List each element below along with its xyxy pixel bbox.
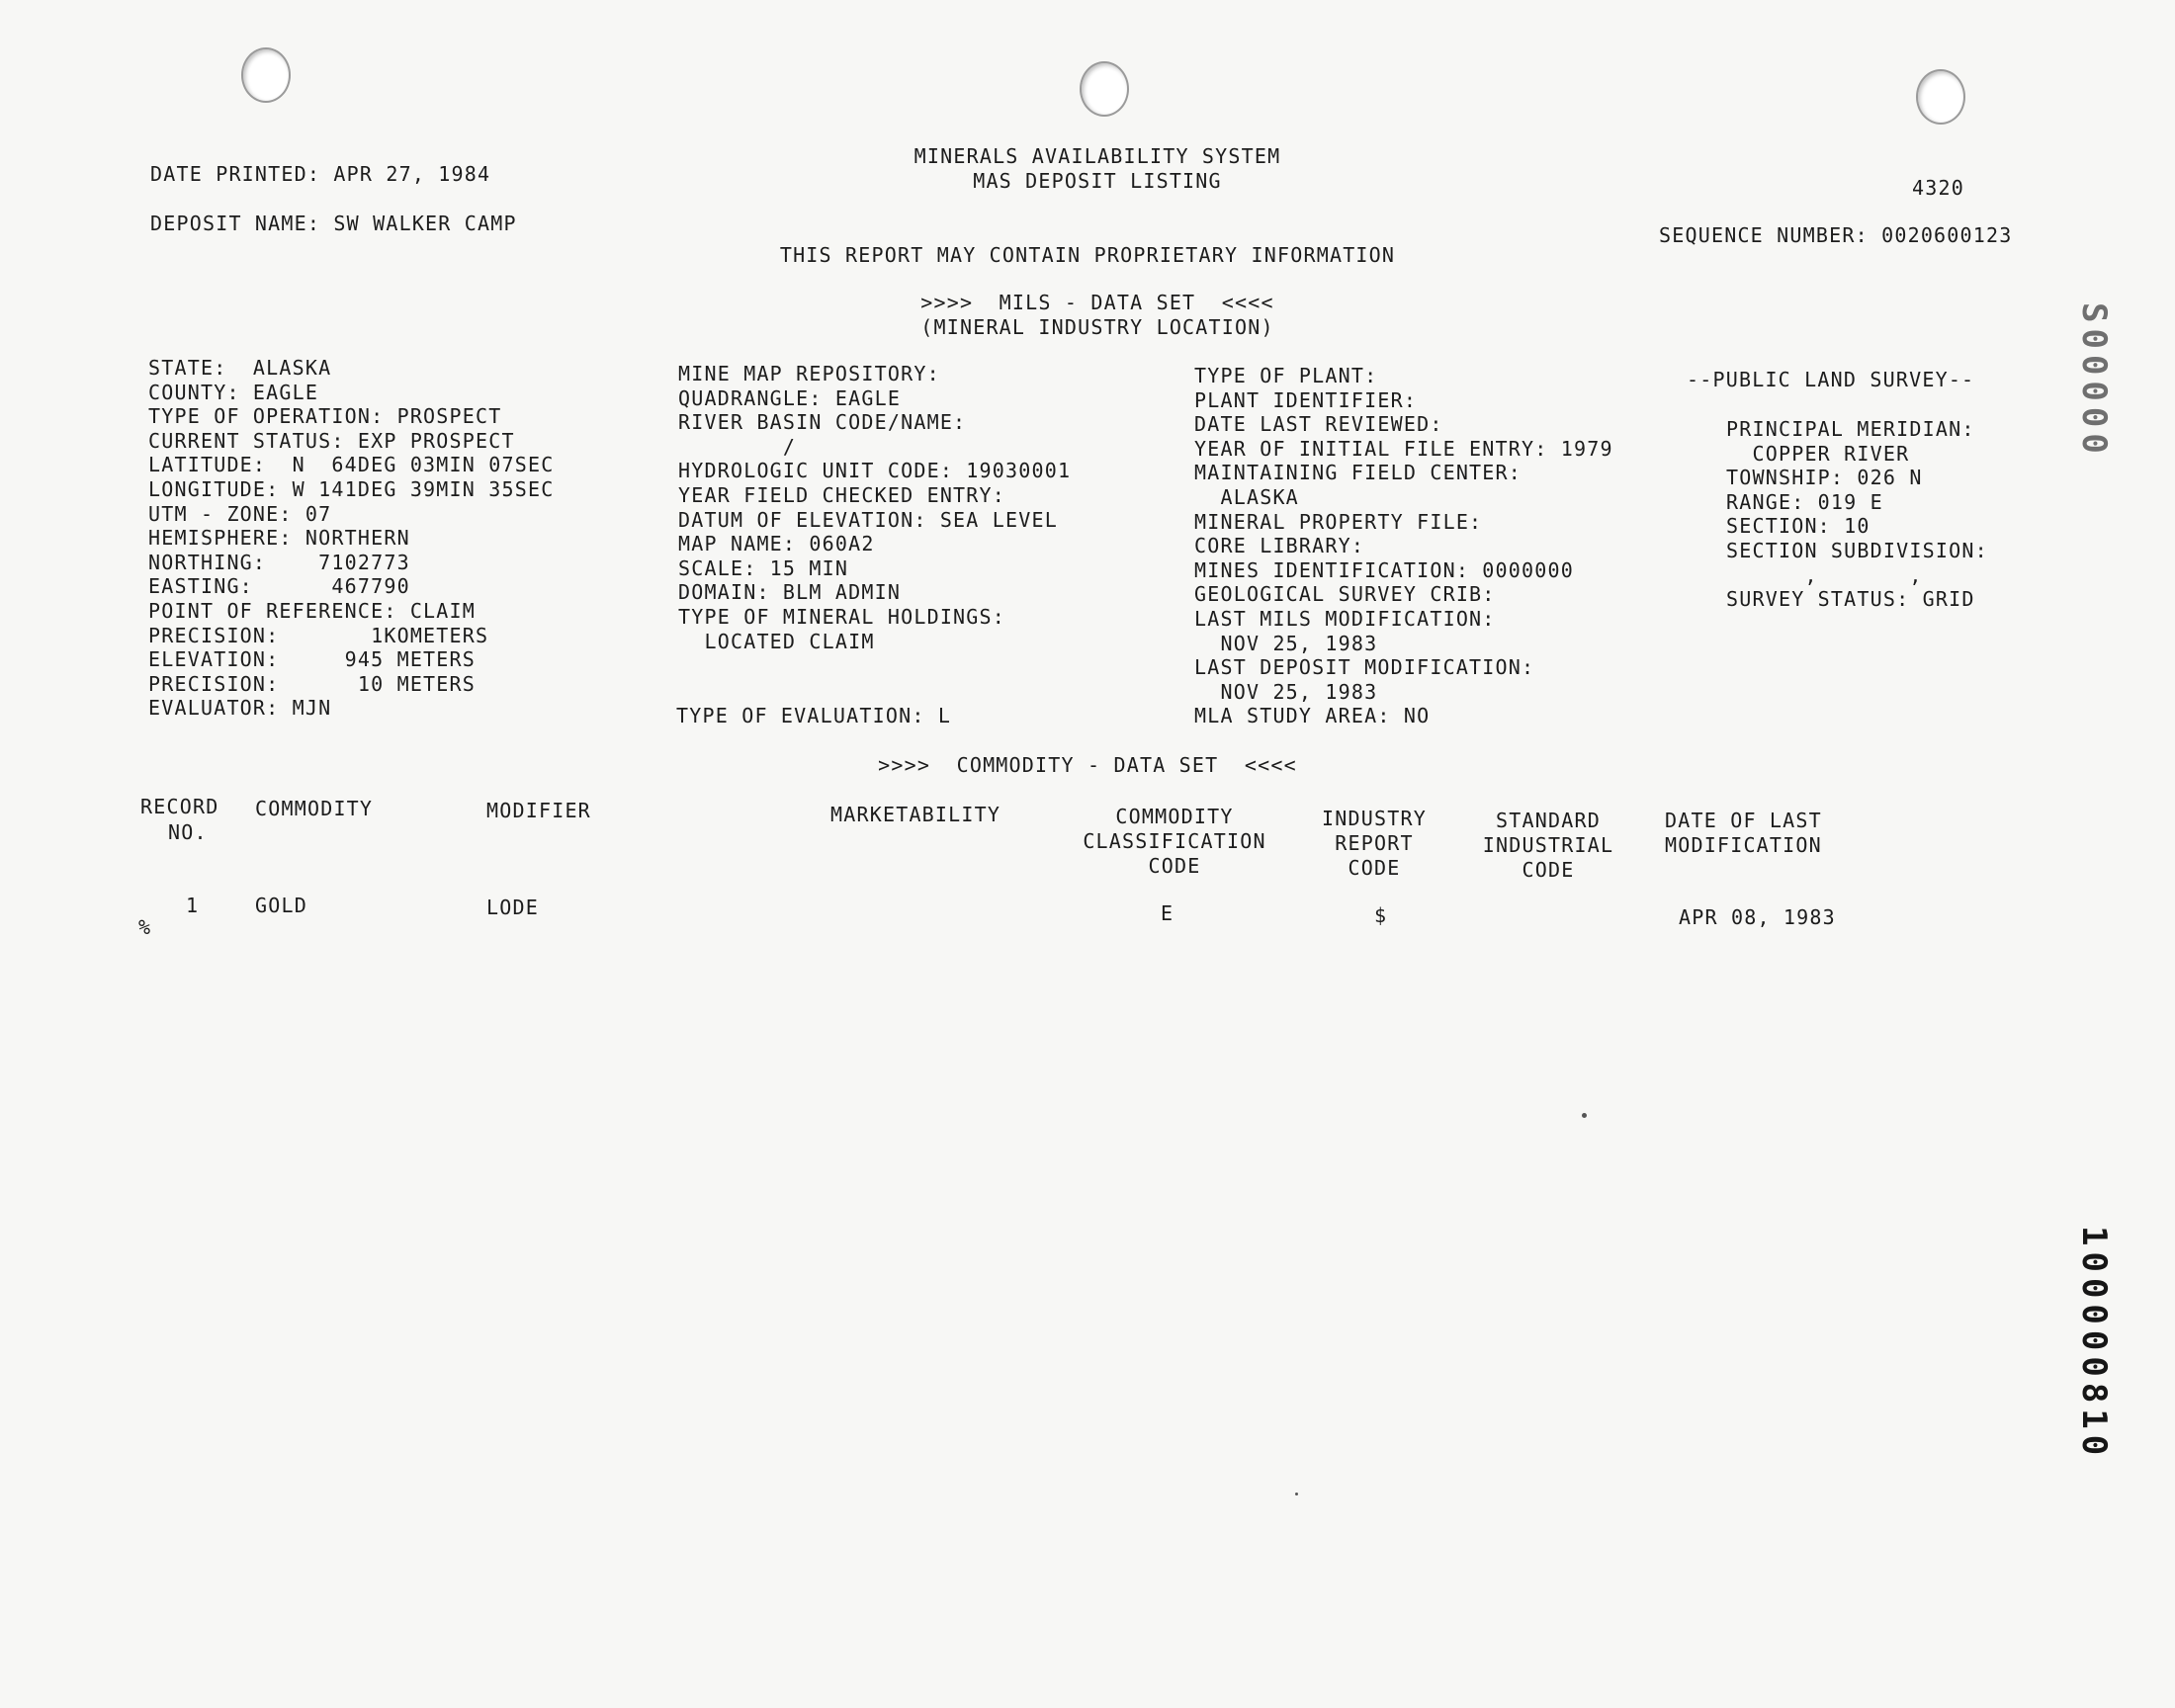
- paper-speck: [1295, 1493, 1298, 1495]
- location-operation-type: TYPE OF OPERATION: PROSPECT: [148, 404, 502, 429]
- header-report-code-3: CODE: [1348, 856, 1401, 880]
- proprietary-notice: THIS REPORT MAY CONTAIN PROPRIETARY INFORMATION: [779, 243, 1396, 267]
- header-modifier: MODIFIER: [486, 799, 591, 822]
- location-longitude: LONGITUDE: W 141DEG 39MIN 35SEC: [148, 476, 555, 501]
- location-county: COUNTY: EAGLE: [148, 380, 319, 404]
- plant-column: [1194, 364, 1613, 728]
- plant-last-deposit-modification: LAST DEPOSIT MODIFICATION:: [1194, 655, 1535, 680]
- land-survey-subdivision-value: , ,: [1726, 562, 1923, 587]
- location-current-status: CURRENT STATUS: EXP PROSPECT: [148, 428, 515, 453]
- plant-date-last-reviewed: DATE LAST REVIEWED:: [1194, 412, 1443, 437]
- plant-mines-identification: MINES IDENTIFICATION: 0000000: [1194, 557, 1574, 582]
- header-record-no: NO.: [168, 820, 208, 844]
- land-survey-column: [1726, 417, 1988, 612]
- header-record: RECORD: [140, 795, 219, 818]
- row-date-last-modification: APR 08, 1983: [1679, 905, 1836, 929]
- deposit-name: DEPOSIT NAME: SW WALKER CAMP: [150, 212, 517, 235]
- location-elevation: ELEVATION: 945 METERS: [148, 647, 477, 672]
- plant-type: TYPE OF PLANT:: [1194, 364, 1378, 387]
- bottom-right-stamp: 100000810: [2074, 1226, 2114, 1462]
- plant-last-mils-modification: LAST MILS MODIFICATION:: [1194, 606, 1496, 631]
- location-easting: EASTING: 467790: [148, 574, 410, 599]
- header-commodity: COMMODITY: [255, 797, 374, 820]
- map-datum-of-elevation: DATUM OF ELEVATION: SEA LEVEL: [678, 507, 1058, 532]
- plant-mla-study-area: MLA STUDY AREA: NO: [1194, 704, 1431, 728]
- map-name: MAP NAME: 060A2: [678, 532, 875, 556]
- land-survey-principal-meridian: PRINCIPAL MERIDIAN:: [1726, 417, 1975, 441]
- plant-year-initial-entry: YEAR OF INITIAL FILE ENTRY: 1979: [1194, 436, 1613, 461]
- top-right-stamp: S00000: [2074, 302, 2114, 460]
- page-number: 4320: [1912, 176, 1964, 200]
- header-report-code-1: INDUSTRY: [1322, 807, 1427, 830]
- map-river-basin: RIVER BASIN CODE/NAME:: [678, 410, 967, 435]
- header-last-modification-1: DATE OF LAST: [1665, 809, 1822, 832]
- plant-maintaining-center-value: ALASKA: [1194, 484, 1299, 509]
- location-point-of-reference: POINT OF REFERENCE: CLAIM: [148, 598, 477, 623]
- row-commodity: GOLD: [255, 894, 307, 917]
- type-of-evaluation: TYPE OF EVALUATION: L: [676, 704, 952, 727]
- land-survey-meridian-value: COPPER RIVER: [1726, 441, 1910, 466]
- plant-last-mils-modification-date: NOV 25, 1983: [1194, 631, 1378, 655]
- row-mark: %: [138, 915, 152, 939]
- map-year-field-checked: YEAR FIELD CHECKED ENTRY:: [678, 482, 1006, 507]
- plant-maintaining-center: MAINTAINING FIELD CENTER:: [1194, 461, 1522, 485]
- map-repository: MINE MAP REPOSITORY:: [678, 362, 940, 385]
- punch-hole-center: [1080, 61, 1129, 117]
- plant-identifier: PLANT IDENTIFIER:: [1194, 387, 1418, 412]
- paper-speck: [1582, 1113, 1587, 1118]
- map-river-basin-value: /: [678, 434, 797, 459]
- land-survey-township: TOWNSHIP: 026 N: [1726, 466, 1923, 490]
- header-classification-code-2: CLASSIFICATION: [1083, 829, 1266, 853]
- header-industrial-code-1: STANDARD: [1496, 809, 1601, 832]
- system-title: MINERALS AVAILABILITY SYSTEM: [914, 144, 1281, 168]
- location-precision: PRECISION: 1KOMETERS: [148, 623, 489, 647]
- header-last-modification-2: MODIFICATION: [1665, 833, 1822, 857]
- location-elevation-precision: PRECISION: 10 METERS: [148, 671, 477, 696]
- location-utm-zone: UTM - ZONE: 07: [148, 501, 332, 526]
- plant-last-deposit-modification-date: NOV 25, 1983: [1194, 679, 1378, 704]
- row-modifier: LODE: [486, 896, 539, 919]
- header-industrial-code-3: CODE: [1522, 858, 1575, 882]
- map-mineral-holdings: TYPE OF MINERAL HOLDINGS:: [678, 604, 1006, 629]
- land-survey-section-subdivision: SECTION SUBDIVISION:: [1726, 538, 1988, 562]
- land-survey-status: SURVEY STATUS: GRID: [1726, 587, 1975, 612]
- commodity-heading: >>>> COMMODITY - DATA SET <<<<: [878, 753, 1297, 777]
- header-industrial-code-2: INDUSTRIAL: [1482, 833, 1614, 857]
- header-classification-code-1: COMMODITY: [1115, 805, 1234, 828]
- date-printed: DATE PRINTED: APR 27, 1984: [150, 162, 491, 186]
- sequence-number: SEQUENCE NUMBER: 0020600123: [1659, 223, 2013, 247]
- punch-hole-right: [1916, 69, 1965, 125]
- row-report-code: $: [1374, 903, 1388, 927]
- location-northing: NORTHING: 7102773: [148, 550, 410, 574]
- row-classification-code: E: [1161, 901, 1174, 925]
- map-domain: DOMAIN: BLM ADMIN: [678, 580, 902, 605]
- plant-core-library: CORE LIBRARY:: [1194, 534, 1365, 558]
- location-latitude: LATITUDE: N 64DEG 03MIN 07SEC: [148, 453, 555, 477]
- map-mineral-holdings-value: LOCATED CLAIM: [678, 629, 875, 653]
- map-quadrangle: QUADRANGLE: EAGLE: [678, 385, 902, 410]
- map-scale: SCALE: 15 MIN: [678, 555, 849, 580]
- punch-hole-left: [241, 47, 291, 103]
- plant-geological-survey-crib: GEOLOGICAL SURVEY CRIB:: [1194, 582, 1496, 607]
- map-hydrologic-unit: HYDROLOGIC UNIT CODE: 19030001: [678, 459, 1072, 483]
- header-report-code-2: REPORT: [1335, 831, 1414, 855]
- location-column: [148, 356, 554, 721]
- land-survey-section: SECTION: 10: [1726, 514, 1870, 539]
- map-column: [678, 362, 1071, 653]
- mils-heading: >>>> MILS - DATA SET <<<<: [920, 291, 1274, 314]
- location-state: STATE: ALASKA: [148, 356, 332, 380]
- row-record: 1: [186, 894, 200, 917]
- land-survey-heading: --PUBLIC LAND SURVEY--: [1687, 368, 1975, 391]
- header-classification-code-3: CODE: [1148, 854, 1201, 878]
- location-hemisphere: HEMISPHERE: NORTHERN: [148, 526, 410, 551]
- plant-mineral-property-file: MINERAL PROPERTY FILE:: [1194, 509, 1483, 534]
- mils-subheading: (MINERAL INDUSTRY LOCATION): [920, 315, 1274, 339]
- location-evaluator: EVALUATOR: MJN: [148, 696, 332, 721]
- land-survey-range: RANGE: 019 E: [1726, 489, 1883, 514]
- header-marketability: MARKETABILITY: [830, 803, 1001, 826]
- listing-title: MAS DEPOSIT LISTING: [973, 169, 1222, 193]
